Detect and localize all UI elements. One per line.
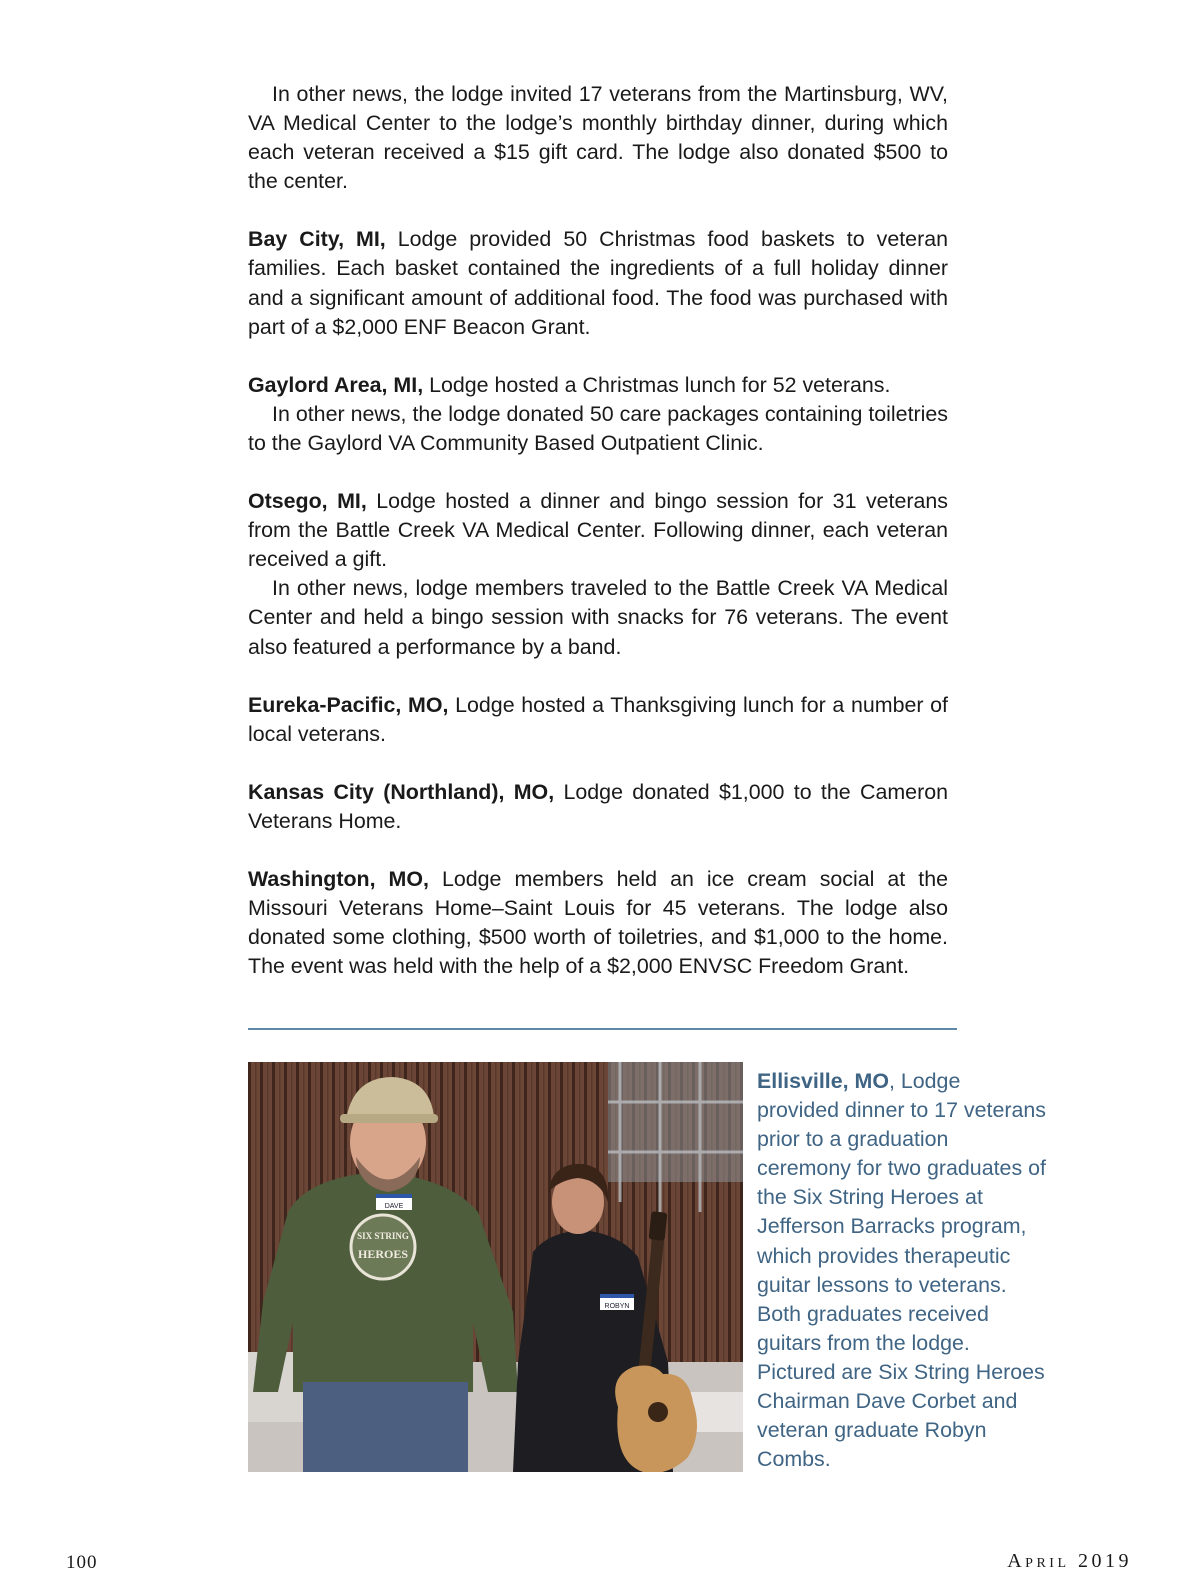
- photo-caption: [757, 1067, 1047, 1474]
- lodge-name: Ellisville, MO: [757, 1069, 889, 1093]
- man-jeans: [303, 1382, 468, 1472]
- article-column: [248, 80, 948, 981]
- news-paragraph: Kansas City (Northland), MO, Lodge donated $1,000 to the Cameron Veterans Home.: [248, 779, 948, 833]
- news-paragraph: In other news, the lodge invited 17 veterans from the Martinsburg, WV, VA Medical Center to the lodge’s monthly birthday dinner, during which each veteran received a $15 gift card. The lodge also donated $500 to the center.: [248, 82, 948, 194]
- news-paragraph: Gaylord Area, MI, Lodge hosted a Christmas lunch for 52 veterans.: [248, 372, 891, 397]
- news-paragraph: Bay City, MI, Lodge provided 50 Christmas food baskets to veteran families. Each basket contained the ingredients of a full holiday dinner and a significant amount of additional food. The food was purchased with part of a $2,000 ENF Beacon Grant.: [248, 227, 948, 339]
- hoodie-text: SIX STRING: [357, 1231, 409, 1241]
- lodge-name: Washington, MO,: [248, 866, 429, 891]
- lodge-name: Bay City, MI,: [248, 227, 386, 252]
- lodge-name: Eureka-Pacific, MO,: [248, 692, 449, 717]
- news-paragraph: In other news, the lodge donated 50 care packages containing toiletries to the Gaylord VA Community Based Outpatient Clinic.: [248, 401, 948, 455]
- event-photo: [248, 1062, 743, 1472]
- lodge-name: Kansas City (Northland), MO,: [248, 779, 555, 804]
- issue-date: April 2019: [1007, 1550, 1132, 1572]
- scaffold: [608, 1062, 743, 1182]
- name-tag-text: DAVE: [384, 1203, 404, 1210]
- news-paragraph: Washington, MO, Lodge members held an ice cream social at the Missouri Veterans Home–Saint Louis for 45 veterans. The lodge also donated some clothing, $500 worth of toiletries, and $1,000 to the home. The event was held with the help of a $2,000 ENVSC Freedom Grant.: [248, 866, 949, 979]
- caption-text: , Lodge provided dinner to 17 veterans prior to a graduation ceremony for two graduates of the Six String Heroes at Jefferson Barracks program, which provides therapeutic guitar lessons to veterans. Both graduates received guitars from the lodge. Pictured are Six String Heroes Chairman Dave Corbet and veteran graduate Robyn Combs.: [757, 1069, 1046, 1472]
- hoodie-text: HEROES: [357, 1247, 409, 1261]
- lodge-name: Otsego, MI,: [248, 489, 367, 514]
- news-paragraph: In other news, lodge members traveled to the Battle Creek VA Medical Center and held a bingo session with snacks for 76 veterans. The event also featured a performance by a band.: [248, 576, 948, 659]
- news-paragraph: Eureka-Pacific, MO, Lodge hosted a Thanksgiving lunch for a number of local veterans.: [248, 692, 948, 746]
- page-number: 100: [66, 1552, 98, 1573]
- section-divider: [248, 1028, 957, 1030]
- lodge-name: Gaylord Area, MI,: [248, 372, 424, 397]
- photo-illustration: [248, 1062, 743, 1472]
- name-tag-text: ROBYN: [604, 1303, 630, 1310]
- news-paragraph: Otsego, MI, Lodge hosted a dinner and bingo session for 31 veterans from the Battle Creek VA Medical Center. Following dinner, each veteran received a gift.: [248, 489, 948, 572]
